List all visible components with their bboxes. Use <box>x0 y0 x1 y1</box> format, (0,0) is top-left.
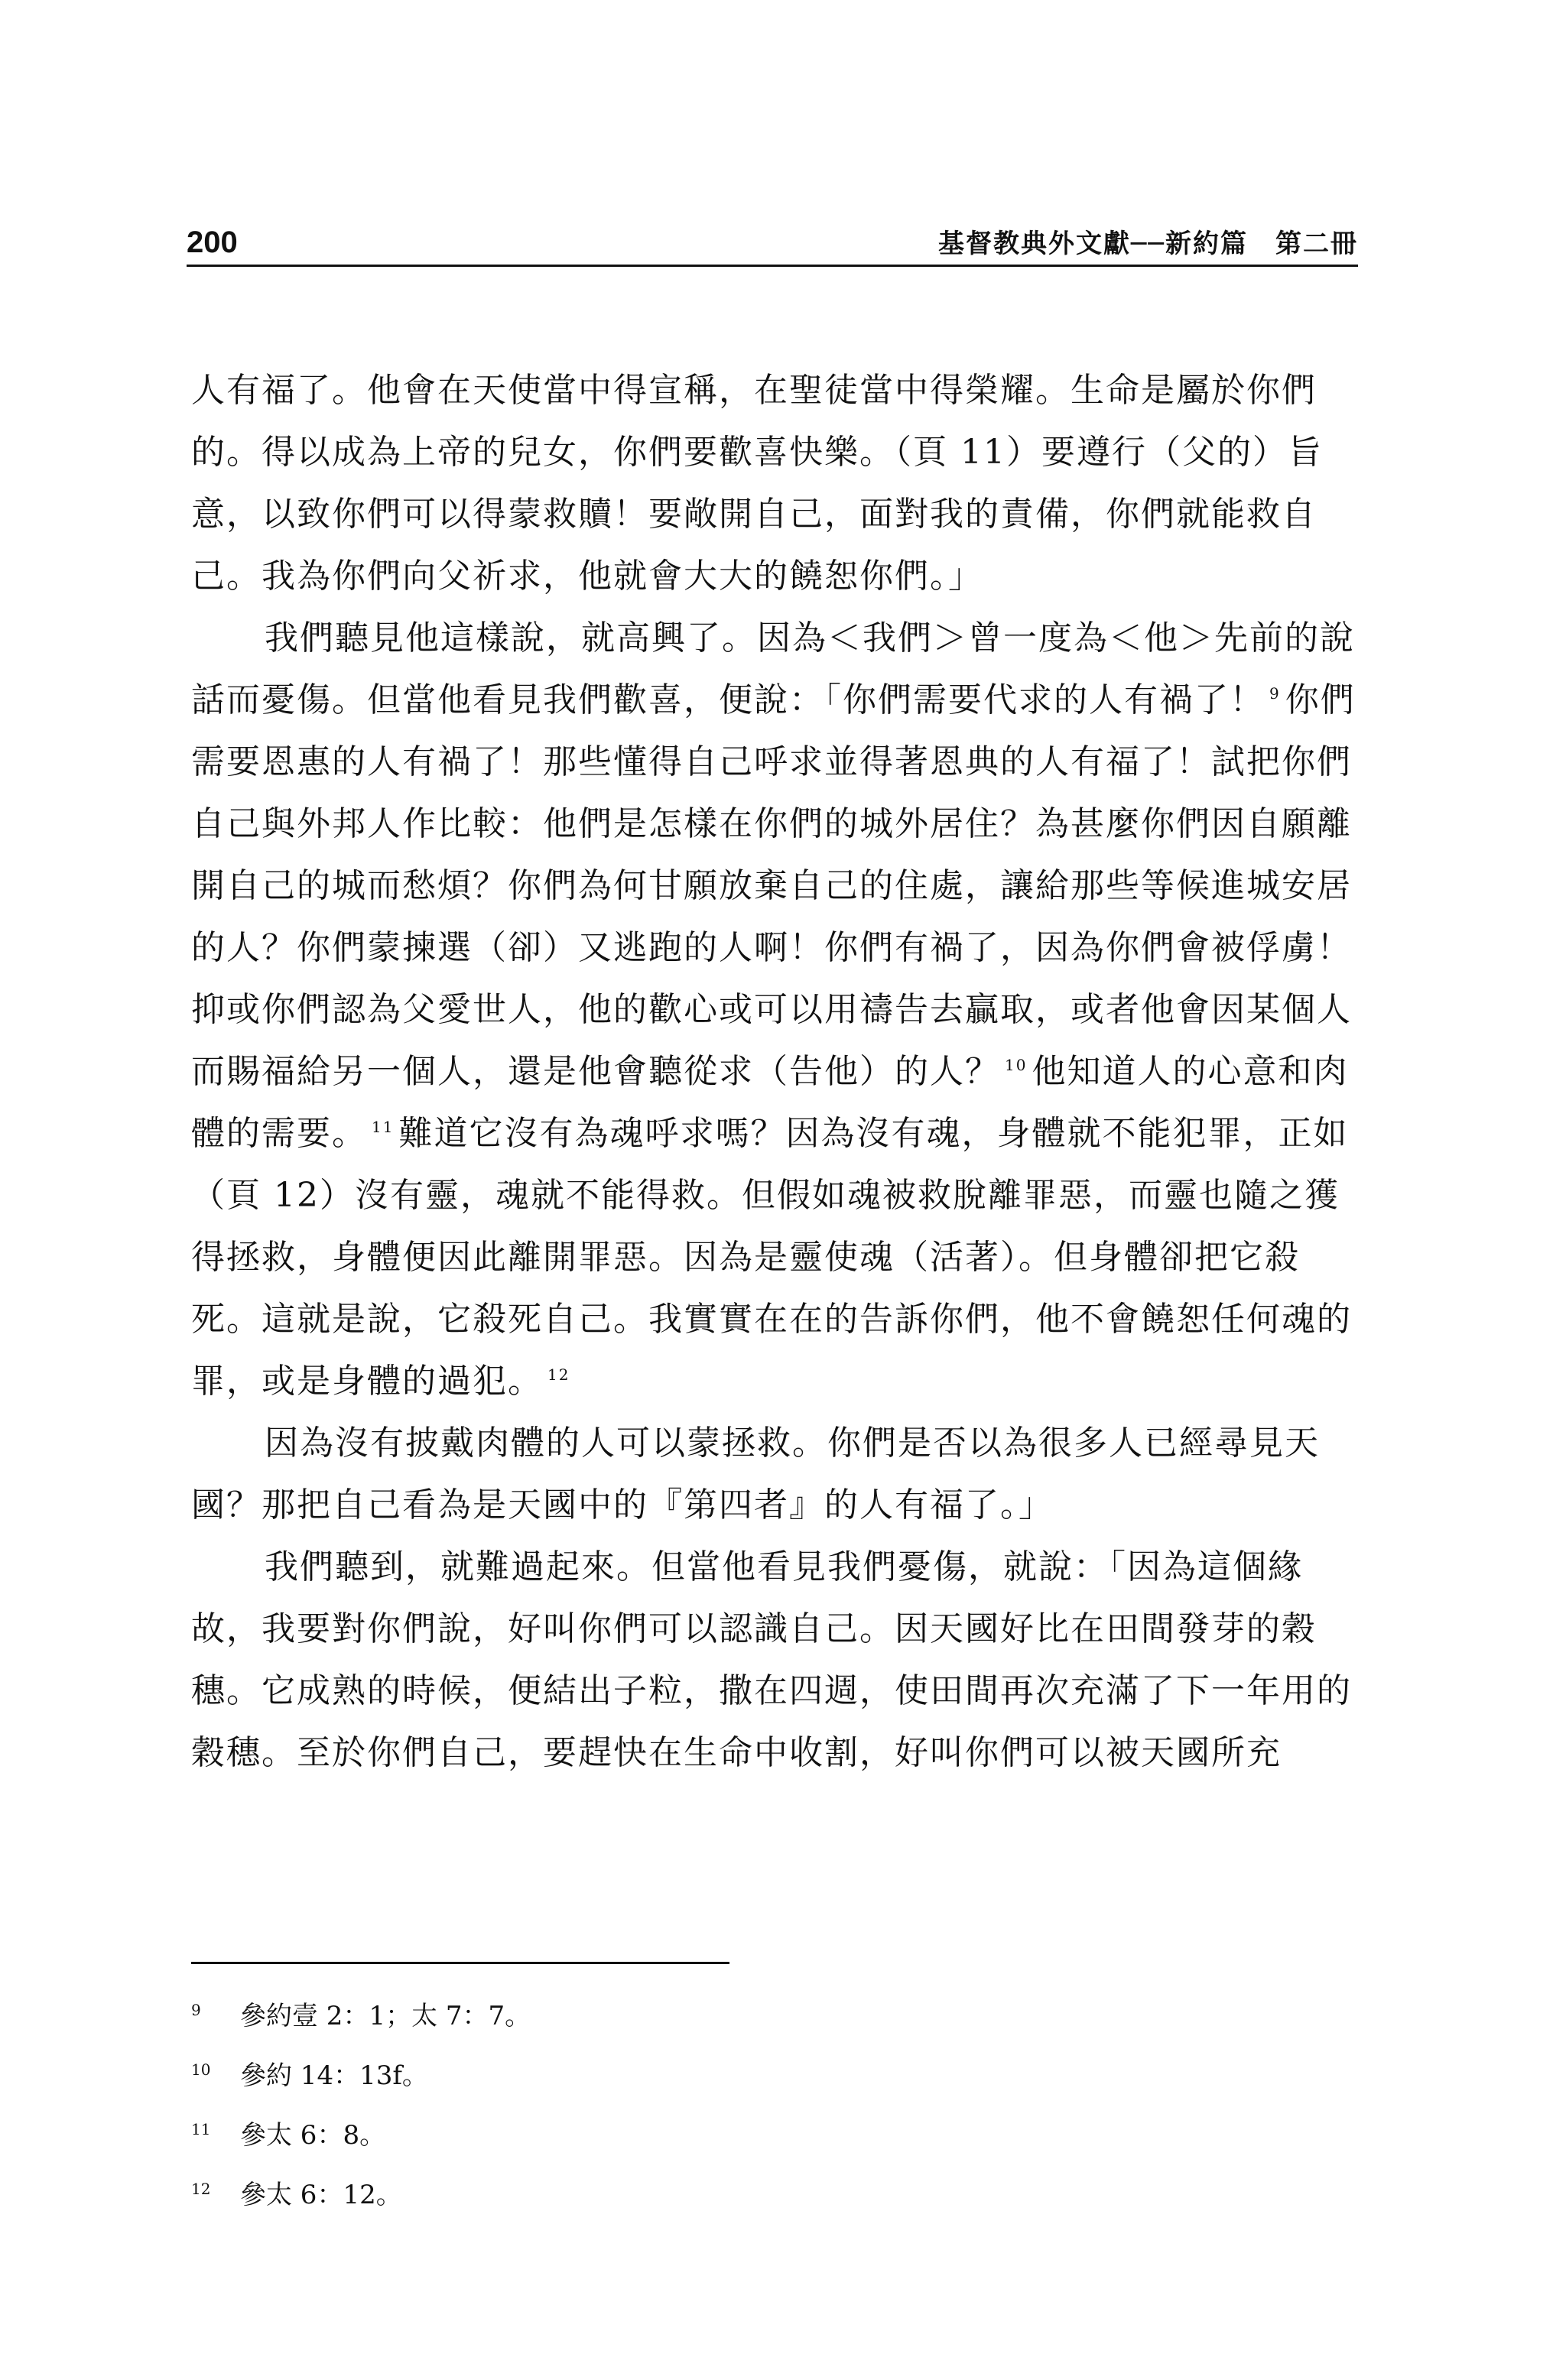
page-number: 200 <box>187 226 238 259</box>
footnote-number: 9 <box>191 2001 201 2019</box>
paragraph-2-part-b: 你們需要恩惠的人有禍了！那些懂得自己呼求並得著恩典的人有福了！試把你們自己與外邦人作比較：他們是怎樣在你們的城外居住？為甚麼你們因自願離開自己的城而愁煩？你們為何甘願放棄自己的住處，讓給那些等候進城安居的人？你們蒙揀選（卻）又逃跑的人啊！你們有禍了，因為你們會被俘虜！抑或你們認為父愛世人，他的歡心或可以用禱告去贏取，或者他會因某個人而賜福給另一個人，還是他會聽從求（告他）的人？ <box>191 680 1356 1091</box>
paragraph-3: 因為沒有披戴肉體的人可以蒙拯救。你們是否以為很多人已經尋見天國？那把自己看為是天國中的『第四者』的人有福了。」 <box>191 1424 1320 1524</box>
footnote-ref-11[interactable]: 11 <box>372 1118 395 1137</box>
footnote-10 <box>191 2047 956 2107</box>
footnote-text: 參約壹 2：1；太 7：7。 <box>240 2001 531 2031</box>
paragraph-2-part-d: 難道它沒有為魂呼求嗎？因為沒有魂，身體就不能犯罪，正如（頁 12）沒有靈，魂就不能得救。但假如魂被救脫離罪惡，而靈也隨之獲得拯救，身體便因此離開罪惡。因為是靈使魂（活著）。但身體卻把它殺死。這就是說，它殺死自己。我實實在在的告訴你們，他不會饒恕任何魂的罪，或是身體的過犯。 <box>191 1114 1352 1401</box>
footnote-text: 參太 6：12。 <box>240 2180 402 2210</box>
footnote-number: 10 <box>191 2060 211 2079</box>
paragraph-2-part-a: 我們聽見他這樣說，就高興了。因為＜我們＞曾一度為＜他＞先前的說話而憂傷。但當他看見我們歡喜，便說：「你們需要代求的人有禍了！ <box>191 619 1355 719</box>
footnote-divider <box>191 1962 729 1964</box>
footnote-ref-10[interactable]: 10 <box>1005 1056 1028 1075</box>
footnote-ref-9[interactable]: 9 <box>1269 684 1281 703</box>
body-text <box>191 359 1361 1784</box>
paragraph-1: 人有福了。他會在天使當中得宣稱，在聖徒當中得榮耀。生命是屬於你們的。得以成為上帝的兒女，你們要歡喜快樂。（頁 11）要遵行（父的）旨意，以致你們可以得蒙救贖！要敞開自己，面對我的責備，你們就能救自己。我為你們向父祈求，他就會大大的饒恕你們。」 <box>191 371 1323 596</box>
footnote-text: 參太 6：8。 <box>240 2120 386 2151</box>
footnote-12 <box>191 2167 956 2226</box>
footnote-number: 12 <box>191 2180 211 2198</box>
running-title: 基督教典外文獻──新約篇 第二冊 <box>938 229 1358 259</box>
paragraph-2 <box>191 607 1361 1412</box>
footnote-ref-12[interactable]: 12 <box>547 1365 570 1385</box>
footnote-11 <box>191 2107 956 2167</box>
paragraph-2-part-c: 他知道人的心意和肉體的需要。 <box>191 1052 1349 1153</box>
page-header <box>187 222 1358 267</box>
footnote-text: 參約 14：13f。 <box>240 2060 428 2091</box>
footnote-9 <box>191 1988 956 2047</box>
footnotes <box>191 1988 956 2226</box>
paragraph-4: 我們聽到，就難過起來。但當他看見我們憂傷，就說：「因為這個緣故，我要對你們說，好叫你們可以認識自己。因天國好比在田間發芽的穀穗。它成熟的時候，便結出子粒，撒在四週，使田間再次充滿了下一年用的穀穗。至於你們自己，要趕快在生命中收割，好叫你們可以被天國所充 <box>191 1547 1352 1772</box>
footnote-number: 11 <box>191 2120 211 2138</box>
